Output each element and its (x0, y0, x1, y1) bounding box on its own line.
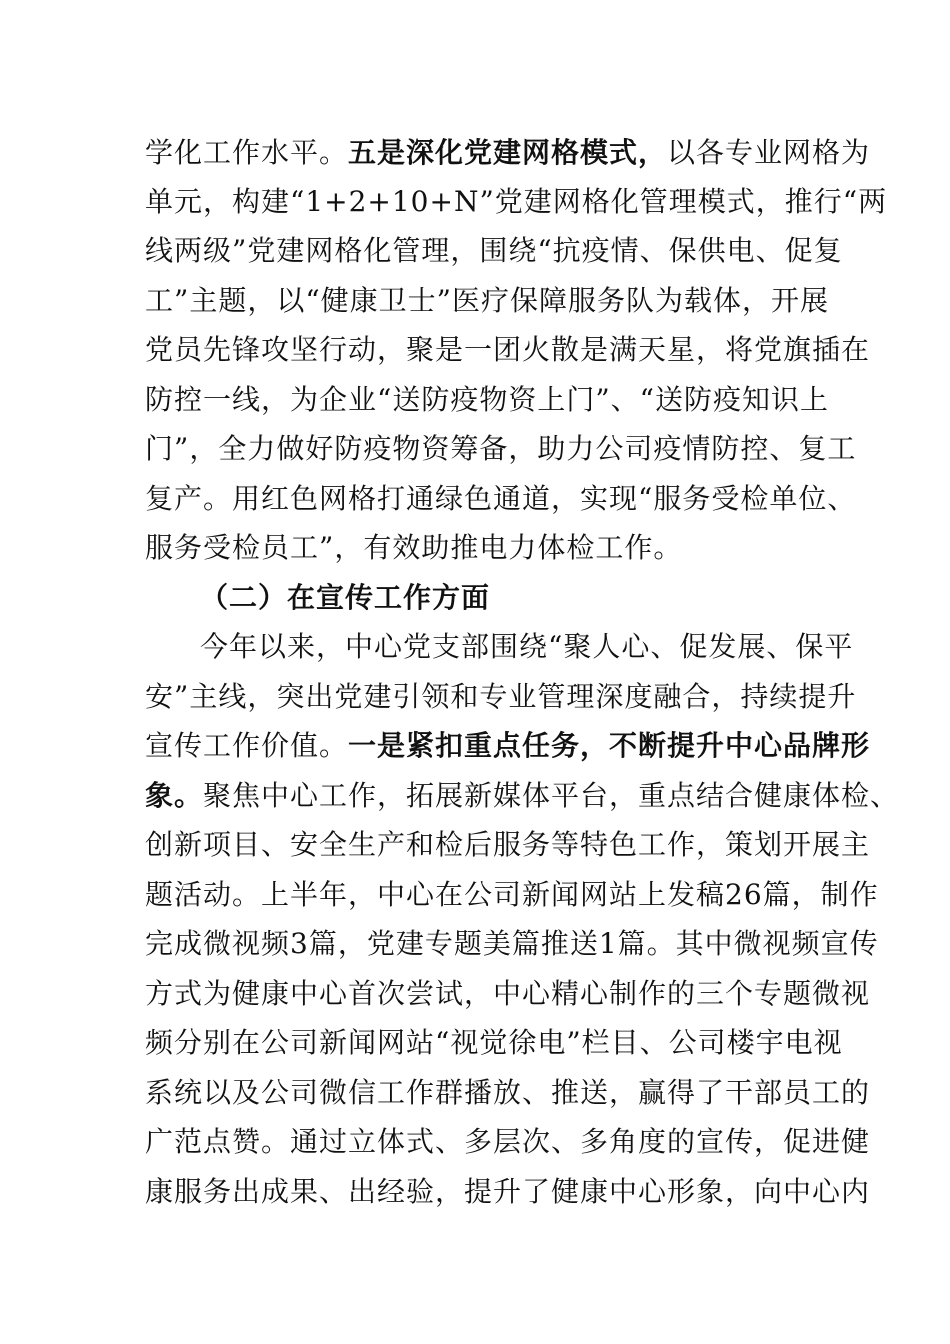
bold-text-run: 象。 (145, 779, 204, 812)
text-run: 线两级”党建网格化管理，围绕“抗疫情、保供电、促复 (145, 234, 843, 267)
paragraph-line (145, 523, 682, 572)
paragraph-line (145, 919, 879, 968)
bold-text-run: 五是深化党建网格模式， (348, 136, 668, 169)
paragraph-line (145, 424, 856, 473)
paragraph-line (145, 177, 887, 226)
paragraph-line (200, 622, 853, 671)
text-run: 宣传工作价值。 (145, 729, 349, 762)
text-run: 服务受检员工”，有效助推电力体检工作。 (145, 531, 683, 564)
text-run: 广范点赞。通过立体式、多层次、多角度的宣传，促进健 (145, 1125, 871, 1158)
paragraph-line (145, 969, 870, 1018)
paragraph-line (145, 1167, 870, 1216)
text-run: 完成微视频3篇，党建专题美篇推送1篇。其中微视频宣传 (145, 927, 879, 960)
text-run: 频分别在公司新闻网站“视觉徐电”栏目、公司楼宇电视 (145, 1026, 843, 1059)
text-run: 复产。用红色网格打通绿色通道，实现“服务受检单位、 (145, 482, 857, 515)
text-run: 以各专业网格为 (667, 136, 871, 169)
text-run: 创新项目、安全生产和检后服务等特色工作，策划开展主 (145, 828, 871, 861)
paragraph-line (145, 672, 856, 721)
paragraph-line (145, 226, 843, 275)
paragraph-line (145, 721, 870, 770)
text-run: 党员先锋攻坚行动，聚是一团火散是满天星，将党旗插在 (145, 333, 871, 366)
paragraph-line (145, 1068, 870, 1117)
text-run: 学化工作水平。 (145, 136, 349, 169)
paragraph-line (145, 870, 879, 919)
paragraph-line (145, 474, 856, 523)
text-run: 康服务出成果、出经验，提升了健康中心形象，向中心内 (145, 1175, 871, 1208)
paragraph-line (145, 1018, 843, 1067)
text-run: 题活动。上半年，中心在公司新闻网站上发稿26篇，制作 (145, 878, 879, 911)
paragraph-line (145, 276, 829, 325)
text-run: 今年以来，中心党支部围绕“聚人心、促发展、保平 (200, 630, 854, 663)
section-heading (200, 573, 490, 622)
text-run: 防控一线，为企业“送防疫物资上门”、“送防疫知识上 (145, 383, 829, 416)
text-run: 工”主题，以“健康卫士”医疗保障服务队为载体，开展 (145, 284, 829, 317)
paragraph-line (145, 771, 899, 820)
text-run: 门”，全力做好防疫物资筹备，助力公司疫情防控、复工 (145, 432, 857, 465)
section-heading-text: （二）在宣传工作方面 (200, 581, 491, 614)
paragraph-line (145, 1117, 870, 1166)
paragraph-line (145, 325, 870, 374)
text-run: 聚焦中心工作，拓展新媒体平台，重点结合健康体检、 (203, 779, 900, 812)
paragraph-line (145, 820, 870, 869)
paragraph-line (145, 375, 829, 424)
text-run: 安”主线，突出党建引领和专业管理深度融合，持续提升 (145, 680, 857, 713)
text-run: 系统以及公司微信工作群播放、推送，赢得了干部员工的 (145, 1076, 871, 1109)
text-run: 方式为健康中心首次尝试，中心精心制作的三个专题微视 (145, 977, 871, 1010)
paragraph-line (145, 128, 870, 177)
text-run: 单元，构建“1+2+10+N”党建网格化管理模式，推行“两 (145, 185, 888, 218)
bold-text-run: 一是紧扣重点任务，不断提升中心品牌形 (348, 729, 871, 762)
